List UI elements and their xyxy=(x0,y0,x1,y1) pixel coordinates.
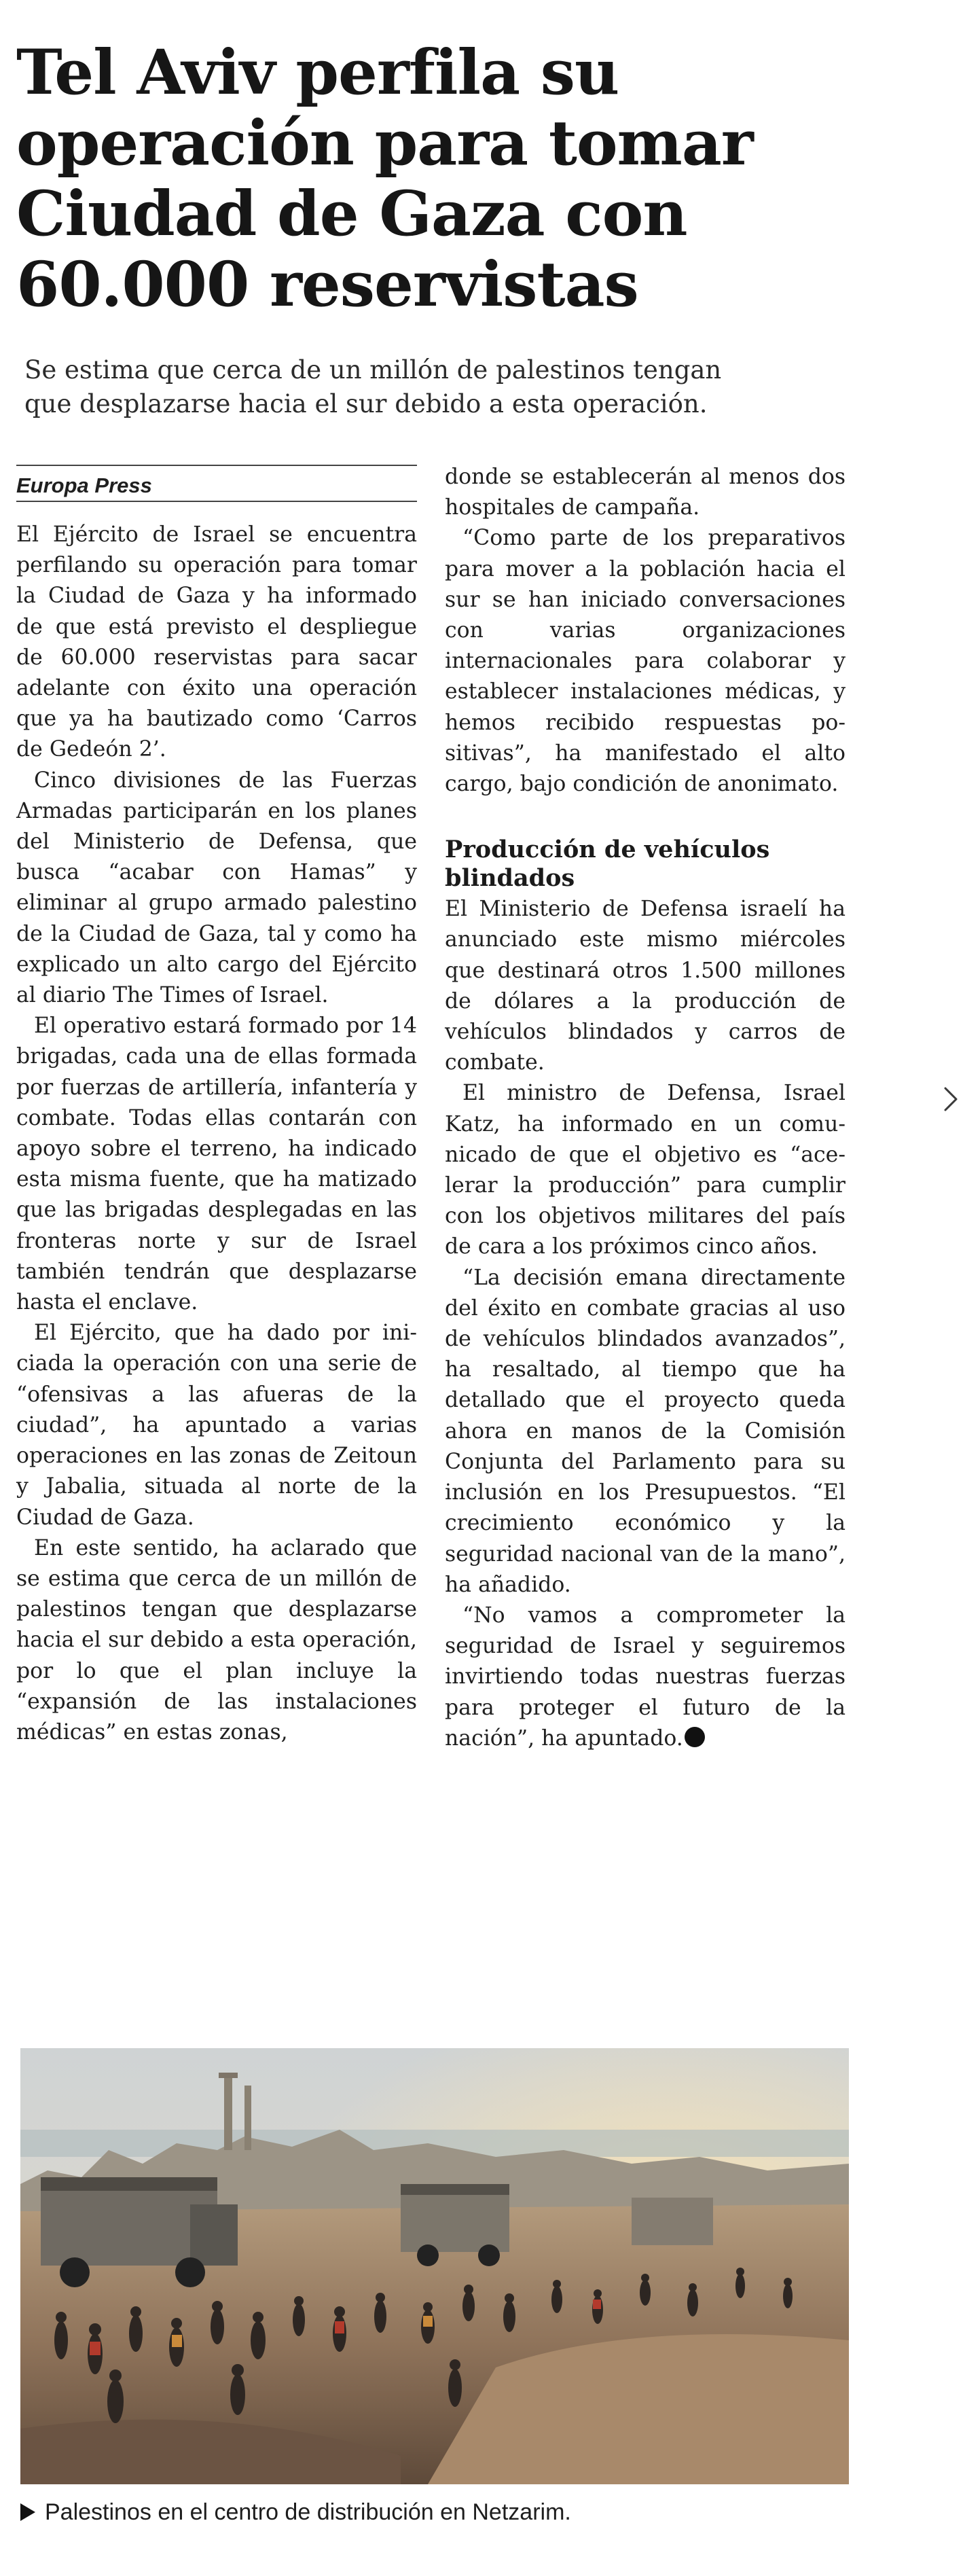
body-paragraph: El Ministerio de Defensa israelí ha anunciado este mismo miércoles que destinará otros 1.500 millones de dólares a la producción de vehículos blindados y carros de combate. xyxy=(445,897,846,1075)
body-paragraph: El Ejército, que ha dado por iniciada la operación con una serie de “ofensivas a las afueras de la ciudad”, ha apuntado a varias operaciones en las zonas de Zeitoun y Jabalia, situada al norte de la Ciudad de Gaza. xyxy=(16,1321,417,1530)
subheadline-line: Se estima que cerca de un millón de palestinos tengan xyxy=(24,355,722,384)
photo-illustration xyxy=(20,2048,849,2484)
body-paragraph: “Como parte de los preparativos para mover a la población hacia el sur se han iniciado conversaciones con varias organizaciones internacionales para colaborar y establecer instalaciones médicas, y hemos recibido respuestas positivas”, ha manifestado el alto cargo, bajo condición de anonimato. xyxy=(445,526,846,797)
byline: Europa Press xyxy=(16,473,152,497)
chevron-right-icon xyxy=(940,1079,960,1120)
photo-caption-text: Palestinos en el centro de distribución en Netzarim. xyxy=(45,2499,571,2525)
end-of-article-dot-icon xyxy=(685,1727,705,1747)
body-paragraph: El ministro de Defensa, Israel Katz, ha informado en un comunicado de que el objetivo es “acelerar la producción” para cumplir con los objetivos militares del país de cara a los próximos cinco años. xyxy=(445,1081,846,1259)
headline-line: operación para tomar xyxy=(16,107,753,179)
subheadline-line: que desplazarse hacia el sur debido a esta operación. xyxy=(24,389,708,418)
right-column xyxy=(445,462,846,1754)
subheadline xyxy=(24,353,907,421)
triangle-right-icon xyxy=(20,2503,35,2521)
last-paragraph-text: “No vamos a comprometer la seguridad de Israel y seguiremos invirtiendo todas nuestras fuerzas para proteger el futuro de la nación”, ha apuntado. xyxy=(445,1603,846,1751)
byline-rule-top xyxy=(16,465,417,466)
headline-line: Tel Aviv perfila su xyxy=(16,37,619,109)
body-paragraph: donde se establecerán al menos dos hospitales de campaña. xyxy=(445,465,846,520)
left-column xyxy=(16,459,417,1748)
headline xyxy=(16,37,899,320)
body-paragraph: En este sentido, ha aclarado que se estima que cerca de un millón de palestinos tengan que desplazarse hacia el sur debido a esta operación, por lo que el plan incluye la “expansión de las instalaciones médicas” en estas zonas, xyxy=(16,1535,417,1745)
body-paragraph: Cinco divisiones de las Fuerzas Armadas participarán en los planes del Ministerio de Defensa, que busca “acabar con Hamas” y eliminar al grupo armado palestino de la Ciudad de Gaza, tal y como ha explicado un alto cargo del Ejército al diario The Times of Israel. xyxy=(16,768,417,1008)
next-page-button[interactable] xyxy=(940,1079,960,1120)
body-paragraph: El operativo estará formado por 14 brigadas, cada una de ellas formada por fuerzas de artillería, infantería y combate. Todas ellas contarán con apoyo sobre el terreno, ha indicado esta misma fuente, que ha matizado que las brigadas desplegadas en las fronteras norte y sur de Israel también tendrán que desplazarse hasta el enclave. xyxy=(16,1014,417,1315)
body-paragraph xyxy=(445,1600,846,1754)
body-paragraph: “La decisión emana directamente del éxito en combate gracias al uso de vehículos blindados avanzados”, ha resaltado, al tiempo que ha detallado que el proyecto queda ahora en manos de la Comisión Conjunta del Parlamento para su inclusión en los Presupuestos. “El crecimiento económico y la seguridad nacional van de la mano”, ha añadido. xyxy=(445,1265,846,1597)
section-heading: Producción de vehículos blindados xyxy=(445,836,770,893)
byline-rule-bottom xyxy=(16,501,417,502)
body-paragraph: El Ejército de Israel se encuentra perfilando su operación para tomar la Ciudad de Gaza y ha informado de que está previsto el despliegue de 60.000 reservistas para sacar adelante con éxito una operación que ya ha bautizado como ‘Carros de Gedeón 2’. xyxy=(16,522,417,762)
headline-line: Ciudad de Gaza con xyxy=(16,178,687,250)
photo-caption xyxy=(20,2497,903,2527)
headline-line: 60.000 reservistas xyxy=(16,249,638,321)
article-photo xyxy=(20,2048,849,2484)
